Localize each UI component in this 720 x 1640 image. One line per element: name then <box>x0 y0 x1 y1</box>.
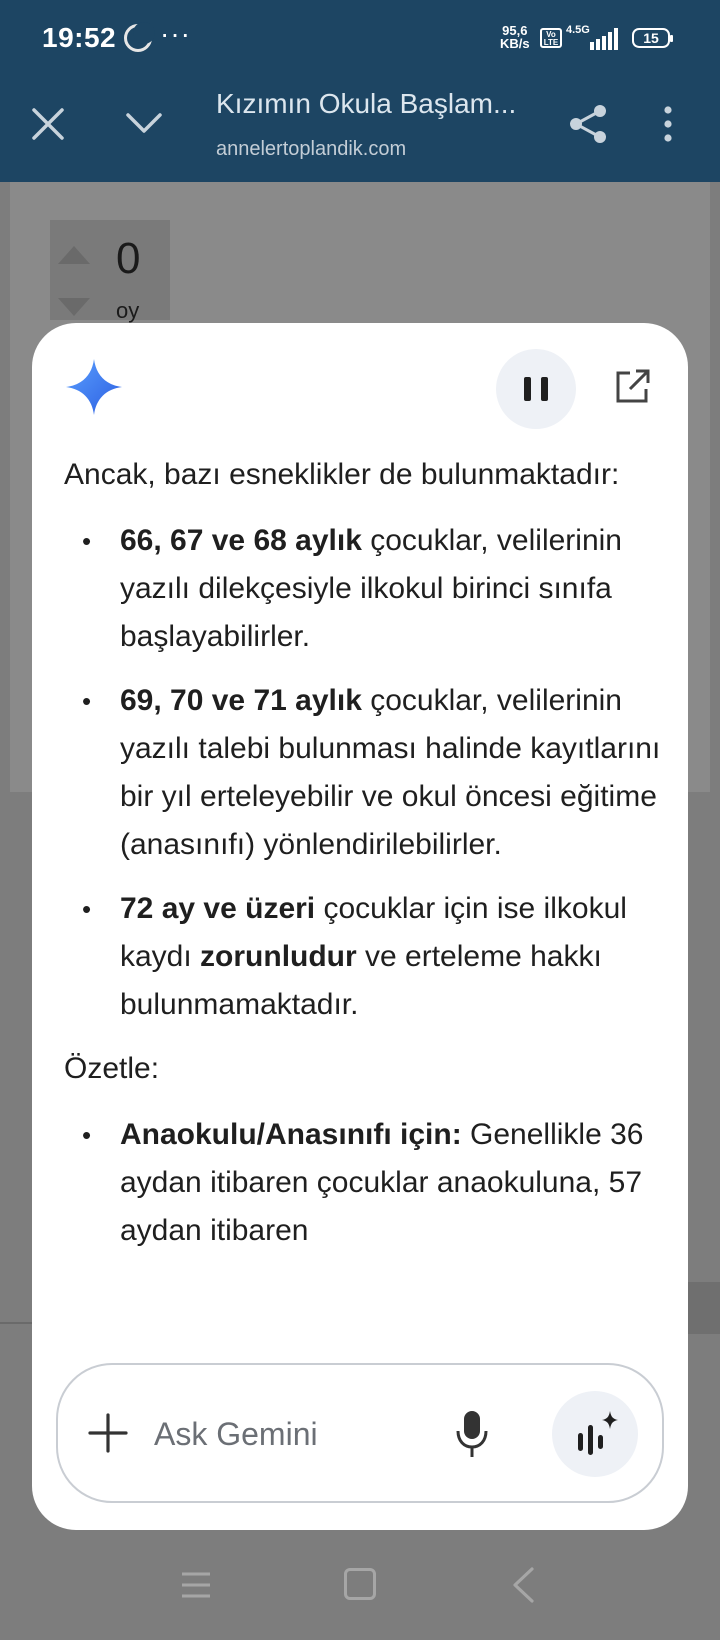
dnd-moon-icon <box>124 24 152 52</box>
network-speed-unit: KB/s <box>500 36 530 51</box>
status-time: 19:52 <box>42 22 117 53</box>
browser-header <box>0 0 720 182</box>
system-nav-bar <box>0 1550 720 1640</box>
page-title: Kızımın Okula Başlam... <box>216 88 517 119</box>
pause-icon-bar <box>541 377 548 401</box>
list-item: • 72 ay ve üzeri çocuklar için ise ilkokul kaydı zorunludur ve erteleme hakkı bulunmamaktadır. <box>64 885 664 1029</box>
share-icon[interactable] <box>566 102 610 146</box>
network-speed <box>500 24 530 50</box>
ask-gemini-input[interactable] <box>154 1409 414 1459</box>
vote-up-icon <box>58 246 90 264</box>
signal-strength-icon <box>590 28 620 50</box>
ask-gemini-bar <box>56 1363 664 1503</box>
list-item: • Anaokulu/Anasınıfı için: Genellikle 36 aydan itibaren çocuklar anaokuluna, 57 aydan itibaren <box>64 1111 664 1255</box>
microphone-icon[interactable] <box>454 1409 490 1459</box>
status-bar <box>0 0 720 78</box>
home-icon[interactable] <box>344 1568 376 1600</box>
gemini-live-icon <box>552 1391 638 1477</box>
gemini-sparkle-icon <box>66 359 122 415</box>
content-fade <box>32 1313 688 1353</box>
more-notifications-indicator: ··· <box>160 18 191 49</box>
vote-label: oy <box>116 298 140 323</box>
list-item: • 66, 67 ve 68 aylık çocuklar, velilerinin yazılı dilekçesiyle ilkokul birinci sınıfa başlayabilirler. <box>64 517 664 661</box>
list-item: • 69, 70 ve 71 aylık çocuklar, velilerinin yazılı talebi bulunması halinde kayıtlarını bir yıl erteleyebilir ve okul öncesi eğitime (anasınıfı) yönlendirilebilirler. <box>64 677 664 869</box>
gemini-live-button[interactable] <box>552 1391 638 1477</box>
response-intro: Ancak, bazı esneklikler de bulunmaktadır: <box>64 458 620 491</box>
close-icon[interactable] <box>30 106 66 142</box>
battery-icon: 15 <box>632 28 670 48</box>
open-external-icon[interactable] <box>612 367 652 407</box>
network-speed-value: 95,6 <box>502 23 528 38</box>
summary-heading: Özetle: <box>64 1052 160 1085</box>
gemini-response <box>64 451 664 1341</box>
more-vert-icon[interactable] <box>660 104 676 144</box>
plus-icon[interactable] <box>88 1413 128 1453</box>
summary-list <box>64 1111 664 1255</box>
vote-down-icon <box>58 298 90 316</box>
volte-icon: Vo LTE <box>540 28 562 48</box>
pause-icon <box>524 377 531 401</box>
menu-icon[interactable] <box>180 1570 212 1600</box>
page-url: annelertoplandik.com <box>216 138 407 160</box>
gemini-overlay-card <box>32 323 688 1530</box>
vote-count: 0 <box>116 234 141 283</box>
chevron-down-icon[interactable] <box>124 108 164 138</box>
network-type: 4.5G <box>566 24 590 36</box>
back-icon[interactable] <box>510 1566 536 1604</box>
pause-button[interactable] <box>496 349 576 429</box>
response-list <box>64 517 664 1029</box>
